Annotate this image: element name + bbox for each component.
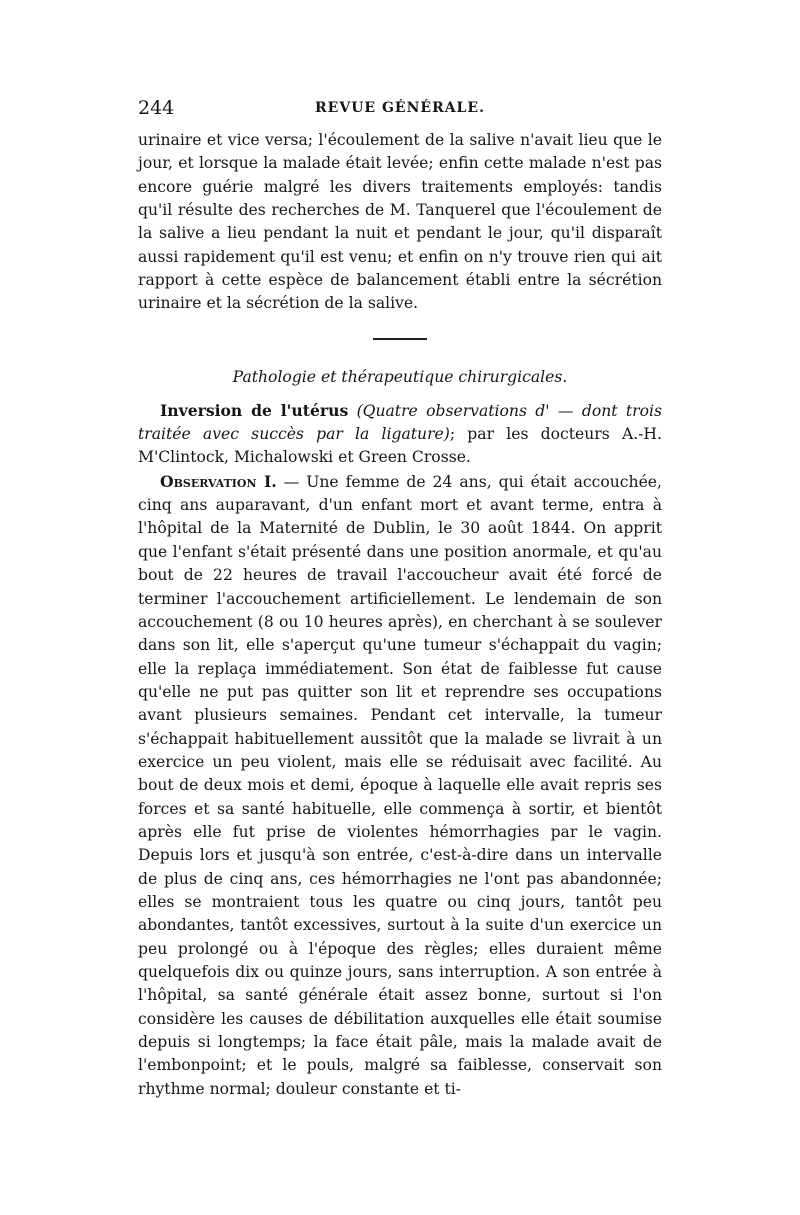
observation-text: — Une femme de 24 ans, qui était accouchée, cinq ans auparavant, d'un enfant mort et avant terme, entra à l'hôpital de la Maternité de Dublin, le 30 août 1844. On apprit que l'enfant s'était présenté dans une position anormale, et qu'au bout de 22 heures de travail l'accoucheur avait été forcé de terminer l'accouchement artificiellement. Le lendemain de son accouchement (8 ou 10 heures après), en cherchant à se soulever dans son lit, elle s'aperçut qu'une tumeur s'échappait du vagin; elle la replaça immédiatement. Son état de faiblesse fut cause qu'elle ne put pas quitter son lit et reprendre ses occupations avant plusieurs semaines. Pendant cet intervalle, la tumeur s'échappait habituellement aussitôt que la malade se livrait à un exercice un peu violent, mais elle se réduisait avec facilité. Au bout de deux mois et demi, époque à laquelle elle avait repris ses forces et sa santé habituelle, elle commença à sortir, et bientôt après elle fut prise de violentes hémorrhagies par le vagin. Depuis lors et jusqu'à son entrée, c'est-à-dire dans un intervalle de plus de cinq ans, ces hémorrhagies ne l'ont pas abandonnée; elles se montraient tous les quatre ou cinq jours, tantôt peu abondantes, tantôt excessives, surtout à la suite d'un exercice un peu prolongé ou à l'époque des règles; elles duraient même quelquefois dix ou quinze jours, sans interruption. A son entrée à l'hôpital, sa santé générale était assez bonne, surtout si l'on considère les causes de débilitation auxquelles elle était soumise depuis si longtemps; la face était pâle, mais la malade avait de l'embonpoint; et le pouls, malgré sa faiblesse, conservait son rhythme normal; douleur constante et ti- <box>138 472 662 1098</box>
page-header <box>138 95 662 121</box>
article <box>138 399 662 1101</box>
article-title: Inversion de l'utérus <box>160 400 349 420</box>
section-separator <box>373 338 427 340</box>
continuation-paragraph: urinaire et vice versa; l'écoulement de la salive n'avait lieu que le jour, et lorsque la malade était levée; enfin cette malade n'est pas encore guérie malgré les divers traitements employés: tandis qu'il résulte des recherches de M. Tanquerel que l'écoulement de la salive a lieu pendant la nuit et pendant le jour, qu'il disparaît aussi rapidement qu'il est venu; et enfin on n'y trouve rien qui ait rapport à cette espèce de balancement établi entre la sécrétion urinaire et la sécrétion de la salive. <box>138 131 662 313</box>
observation-label: Observation I. <box>160 471 277 491</box>
running-title: REVUE GÉNÉRALE. <box>315 100 485 116</box>
continuation-text <box>138 129 662 316</box>
observation-paragraph <box>138 470 662 1101</box>
book-page <box>138 95 662 1101</box>
article-header-paragraph <box>138 399 662 470</box>
article-subtitle: (Quatre observations d' — dont trois traitée avec succès par la ligature) <box>138 401 662 444</box>
article-authors: ; par les docteurs A.-H. M'Clintock, Michalowski et Green Crosse. <box>138 425 662 467</box>
section-heading: Pathologie et thérapeutique chirurgicales. <box>232 367 568 386</box>
page-number: 244 <box>138 97 175 119</box>
